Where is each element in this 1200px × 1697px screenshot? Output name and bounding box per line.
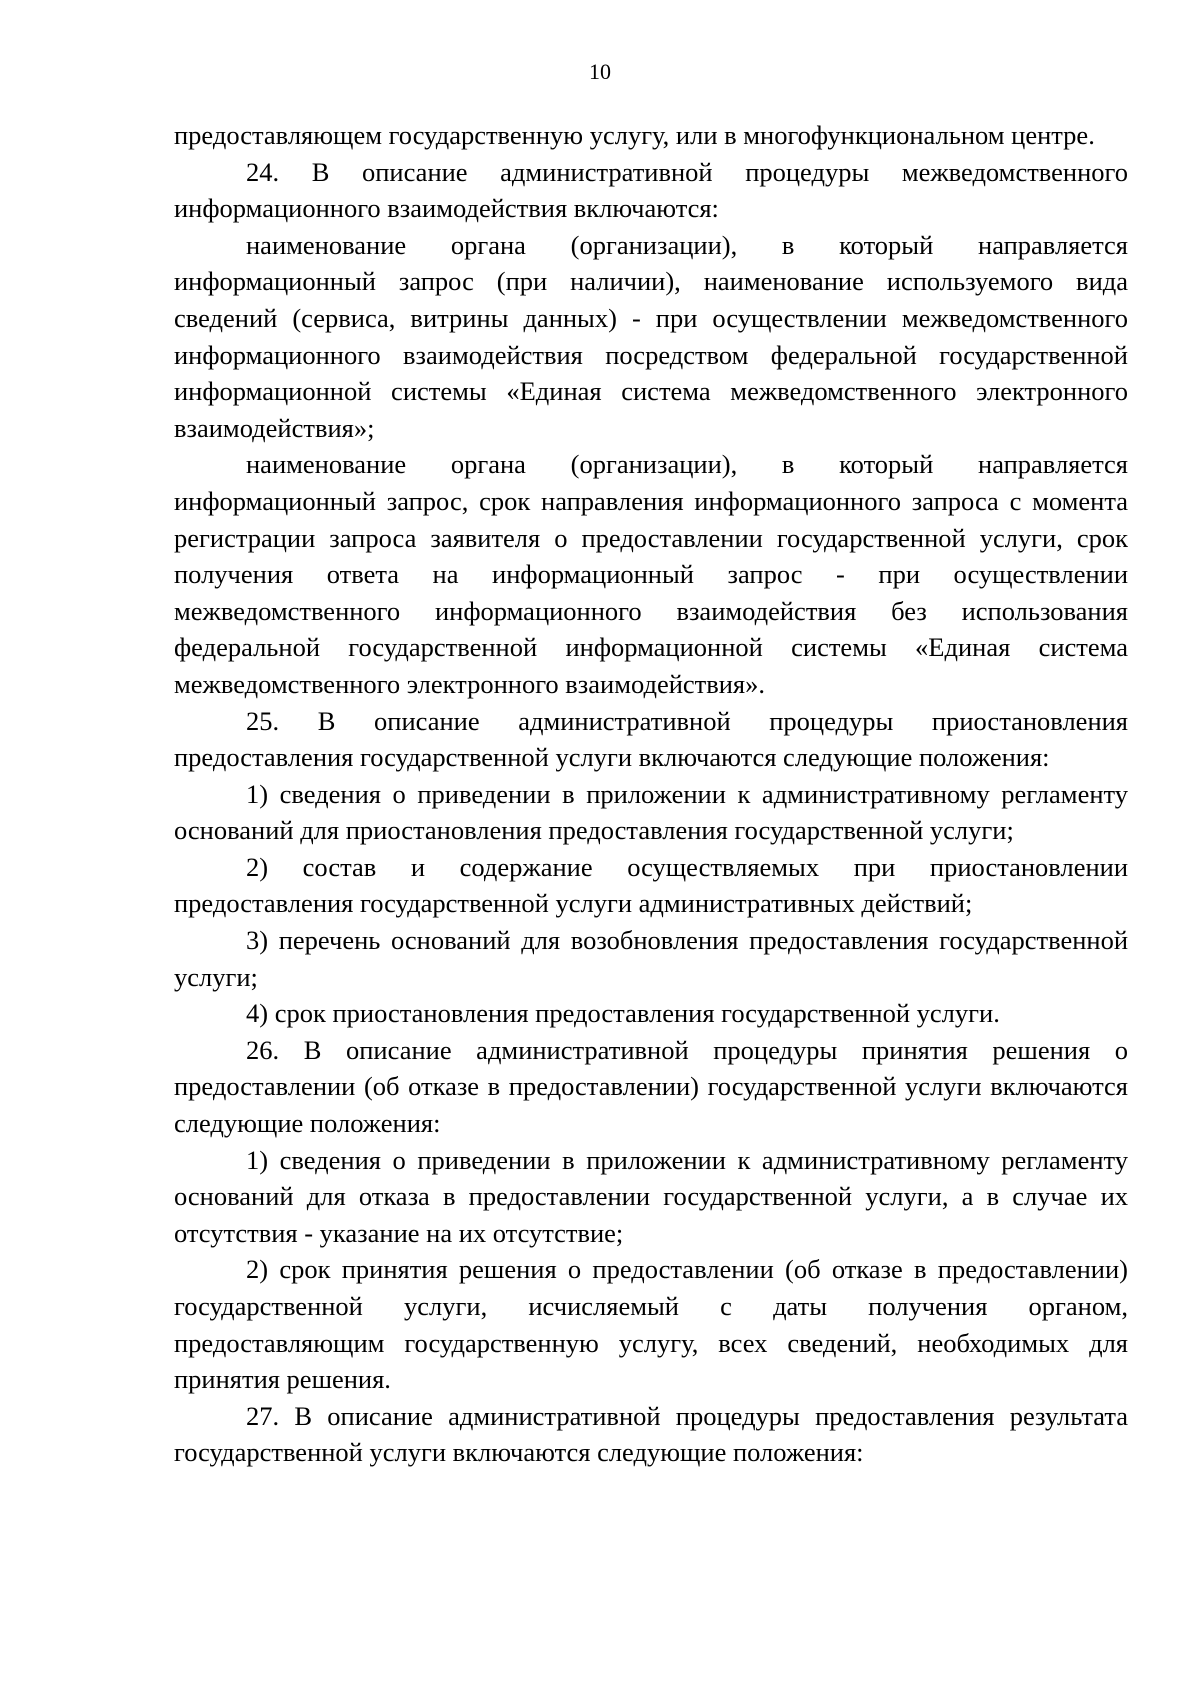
paragraph-25-item-1: 1) сведения о приведении в приложении к административному регламенту оснований для приостановления предоставления государственной услуги; — [174, 778, 1128, 846]
paragraph-24-item-2: наименование органа (организации), в который направляется информационный запрос, срок направления информационного запроса с момента регистрации запроса заявителя о предоставлении государственной услуги, срок получения ответа на информационный запрос - при осуществлении межведомственного информационного взаимодействия без использования федеральной государственной информационной системы «Единая система межведомственного электронного взаимодействия». — [174, 449, 1128, 699]
paragraph-24-item-1: наименование органа (организации), в который направляется информационный запрос (при наличии), наименование используемого вида сведений (сервиса, витрины данных) - при осуществлении межведомственного информационного взаимодействия посредством федеральной государственной информационной системы «Единая система межведомственного электронного взаимодействия»; — [174, 229, 1128, 443]
paragraph-25: 25. В описание административной процедуры приостановления предоставления государственной услуги включаются следующие положения: — [174, 705, 1128, 773]
paragraph-25-item-3: 3) перечень оснований для возобновления предоставления государственной услуги; — [174, 925, 1128, 992]
paragraph-26-item-2: 2) срок принятия решения о предоставлении (об отказе в предоставлении) государственной услуги, исчисляемый с даты получения органом, предоставляющим государственную услугу, всех сведений, необходимых для принятия решения. — [174, 1254, 1128, 1395]
paragraph-26-item-1: 1) сведения о приведении в приложении к административному регламенту оснований для отказа в предоставлении государственной услуги, а в случае их отсутствия - указание на их отсутствие; — [174, 1144, 1128, 1248]
paragraph-27: 27. В описание административной процедуры предоставления результата государственной услуги включаются следующие положения: — [174, 1400, 1128, 1468]
paragraph-25-item-4: 4) срок приостановления предоставления государственной услуги. — [246, 998, 1000, 1029]
paragraph-continuation: предоставляющем государственную услугу, или в многофункциональном центре. — [174, 120, 1095, 150]
page-number: 10 — [589, 59, 611, 84]
document-body — [174, 117, 1128, 1471]
paragraph-25-item-2: 2) состав и содержание осуществляемых при приостановлении предоставления государственной услуги административных действий; — [174, 851, 1128, 919]
paragraph-24: 24. В описание административной процедуры межведомственного информационного взаимодействия включаются: — [174, 156, 1128, 224]
paragraph-26: 26. В описание административной процедуры принятия решения о предоставлении (об отказе в предоставлении) государственной услуги включаются следующие положения: — [174, 1034, 1128, 1139]
